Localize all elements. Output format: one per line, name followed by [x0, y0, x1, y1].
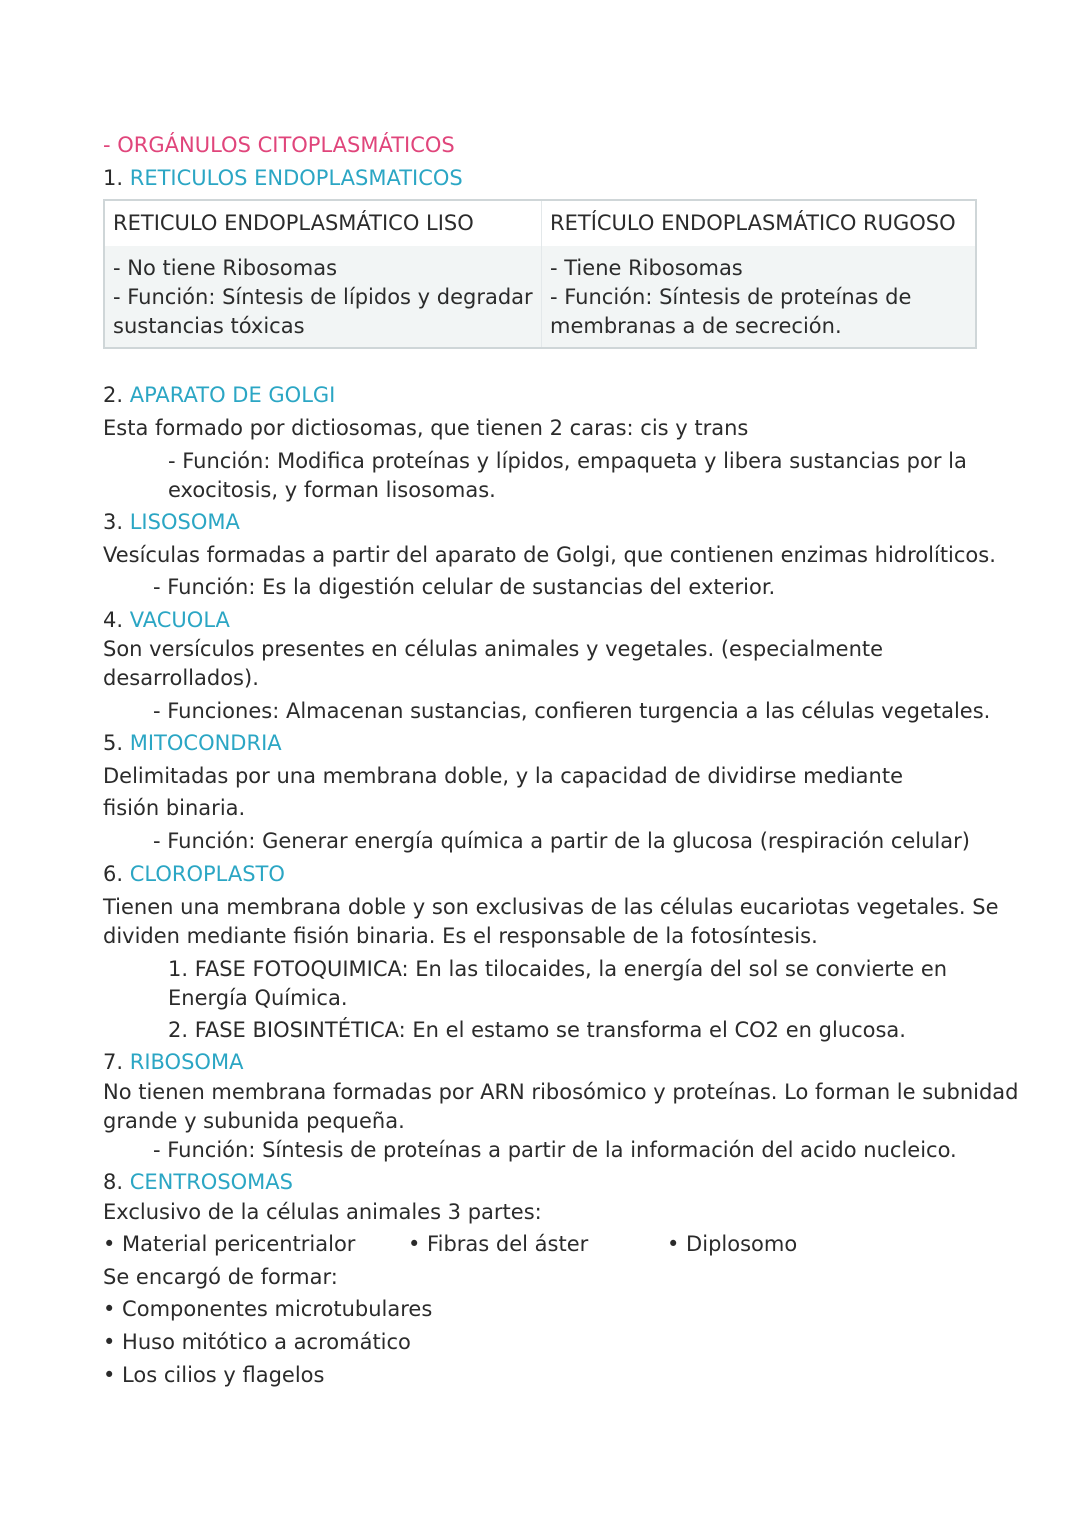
section-6-heading [103, 860, 285, 889]
main-heading [103, 131, 455, 160]
section-number: 5. [103, 731, 124, 755]
section-text: Tienen una membrana doble y son exclusivas de las células eucariotas vegetales. Se [103, 895, 999, 919]
heading-dash: - [103, 133, 111, 157]
list-item: • Diplosomo [667, 1232, 798, 1256]
section-text: Esta formado por dictiosomas, que tienen 2 caras: cis y trans [103, 416, 749, 440]
section-number: 1. [103, 166, 124, 190]
section-number: 8. [103, 1170, 124, 1194]
section-number: 6. [103, 862, 124, 886]
function-text: exocitosis, y forman lisosomas. [168, 478, 496, 502]
table-header-cell: RETÍCULO ENDOPLASMÁTICO RUGOSO [542, 200, 977, 246]
section-title: RIBOSOMA [129, 1050, 244, 1074]
section-text: dividen mediante fisión binaria. Es el responsable de la fotosíntesis. [103, 924, 818, 948]
section-text: No tienen membrana formadas por ARN ribosómico y proteínas. Lo forman le subnidad [103, 1080, 1019, 1104]
list-item: • Fibras del áster [408, 1232, 589, 1256]
section-title: MITOCONDRIA [129, 731, 282, 755]
table-row [104, 246, 976, 348]
section-text: Vesículas formadas a partir del aparato de Golgi, que contienen enzimas hidrolíticos. [103, 543, 996, 567]
cell-line: membranas a de secreción. [550, 314, 842, 338]
section-5-heading [103, 729, 282, 758]
table-cell [542, 246, 977, 348]
section-text: desarrollados). [103, 666, 259, 690]
heading-title: ORGÁNULOS CITOPLASMÁTICOS [117, 133, 455, 157]
cell-line: - Función: Síntesis de lípidos y degradar [113, 285, 533, 309]
list-item: • Material pericentrialor [103, 1232, 356, 1256]
phase-text: 2. FASE BIOSINTÉTICA: En el estamo se transforma el CO2 en glucosa. [168, 1018, 906, 1042]
table-cell [104, 246, 542, 348]
cell-line: - Tiene Ribosomas [550, 256, 743, 280]
section-7-heading [103, 1048, 243, 1077]
function-text: - Función: Es la digestión celular de sustancias del exterior. [153, 575, 776, 599]
section-title: RETICULOS ENDOPLASMATICOS [129, 166, 463, 190]
function-text: - Función: Generar energía química a partir de la glucosa (respiración celular) [153, 829, 970, 853]
section-text: Delimitadas por una membrana doble, y la capacidad de dividirse mediante [103, 764, 903, 788]
cell-line: - Función: Síntesis de proteínas de [550, 285, 912, 309]
section-title: CENTROSOMAS [129, 1170, 293, 1194]
section-title: CLOROPLASTO [129, 862, 285, 886]
section-title: LISOSOMA [129, 510, 240, 534]
section-2-heading [103, 381, 335, 410]
function-text: - Función: Síntesis de proteínas a partir de la información del acido nucleico. [153, 1138, 957, 1162]
section-text: fisión binaria. [103, 796, 246, 820]
section-title: VACUOLA [129, 608, 230, 632]
section-number: 3. [103, 510, 124, 534]
list-item: • Huso mitótico a acromático [103, 1330, 411, 1354]
section-4-heading [103, 606, 230, 635]
section-text: Son versículos presentes en células animales y vegetales. (especialmente [103, 637, 884, 661]
list-item: • Los cilios y flagelos [103, 1363, 325, 1387]
section-text: grande y subunida pequeña. [103, 1109, 405, 1133]
section-text: Se encargó de formar: [103, 1265, 338, 1289]
section-8-heading [103, 1168, 293, 1197]
section-number: 2. [103, 383, 124, 407]
phase-text: 1. FASE FOTOQUIMICA: En las tilocaides, la energía del sol se convierte en [168, 957, 948, 981]
cell-line: - No tiene Ribosomas [113, 256, 338, 280]
reticulum-table [103, 199, 977, 349]
section-3-heading [103, 508, 240, 537]
function-text: - Función: Modifica proteínas y lípidos, empaqueta y libera sustancias por la [168, 449, 967, 473]
section-title: APARATO DE GOLGI [129, 383, 336, 407]
phase-text: Energía Química. [168, 986, 348, 1010]
section-1-heading [103, 164, 463, 193]
table-header-cell: RETICULO ENDOPLASMÁTICO LISO [104, 200, 542, 246]
cell-line: sustancias tóxicas [113, 314, 305, 338]
function-text: - Funciones: Almacenan sustancias, confieren turgencia a las células vegetales. [153, 699, 991, 723]
section-text: Exclusivo de la células animales 3 partes: [103, 1200, 542, 1224]
list-item: • Componentes microtubulares [103, 1297, 433, 1321]
table-header-row [104, 200, 976, 246]
section-number: 7. [103, 1050, 124, 1074]
section-number: 4. [103, 608, 124, 632]
